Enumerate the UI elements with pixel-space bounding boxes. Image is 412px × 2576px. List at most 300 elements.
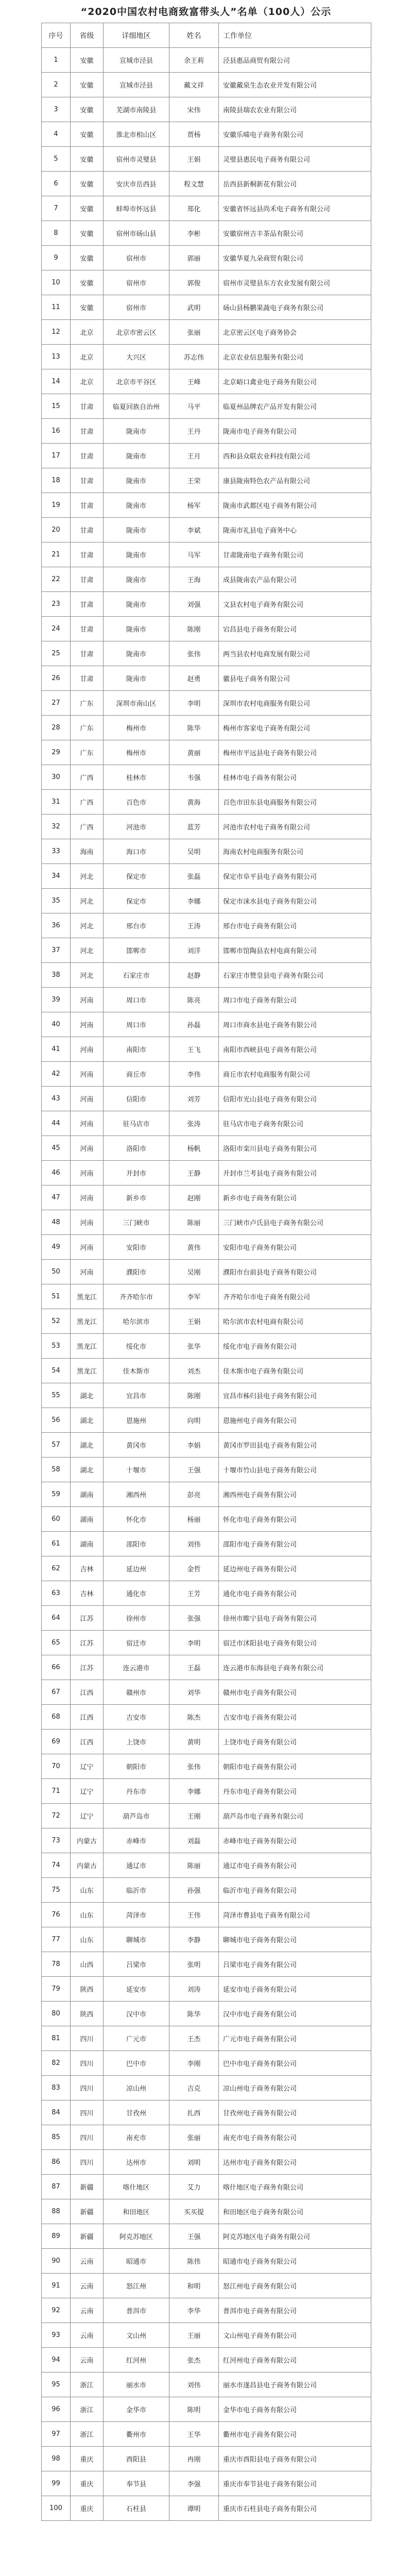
cell-province: 安徽 [71,196,104,221]
cell-unit: 保定市阜平县电子商务有限公司 [219,864,371,889]
cell-seq: 39 [42,988,71,1012]
table-row [42,1828,371,1853]
table-row [42,1606,371,1631]
cell-province: 甘肃 [71,419,104,444]
cell-province: 安徽 [71,147,104,172]
cell-unit: 南阳市西峡县电子商务有限公司 [219,1037,371,1062]
cell-name: 赵刚 [169,1185,219,1210]
cell-name: 扎西 [169,2100,219,2125]
cell-seq: 67 [42,1680,71,1705]
cell-region: 安庆市岳西县 [104,172,169,196]
cell-name: 孙强 [169,1878,219,1903]
cell-unit: 甘肃陇南电子商务有限公司 [219,543,371,567]
cell-unit: 泾县惠品商贸有限公司 [219,48,371,73]
cell-unit: 砀山县杨鹏果蔬电子商务有限公司 [219,295,371,320]
table-row [42,988,371,1012]
cell-region: 宿州市砀山县 [104,221,169,246]
cell-province: 云南 [71,2249,104,2274]
cell-name: 刘伟 [169,2372,219,2397]
cell-name: 陈杰 [169,1705,219,1730]
cell-region: 陇南市 [104,444,169,468]
cell-name: 李强 [169,2471,219,2496]
cell-province: 云南 [71,2298,104,2323]
cell-name: 李明 [169,1631,219,1655]
cell-name: 杨军 [169,493,219,518]
cell-name: 王娟 [169,1309,219,1334]
table-row [42,889,371,913]
table-row [42,815,371,839]
cell-province: 甘肃 [71,567,104,592]
cell-unit: 哈尔滨市农村电商有限公司 [219,1309,371,1334]
cell-seq: 7 [42,196,71,221]
cell-name: 贾杨 [169,122,219,147]
table-row [42,740,371,765]
cell-seq: 69 [42,1730,71,1754]
cell-name: 孙磊 [169,1012,219,1037]
table-row [42,1433,371,1458]
cell-seq: 17 [42,444,71,468]
cell-name: 王刚 [169,1804,219,1828]
cell-name: 余王莉 [169,48,219,73]
cell-region: 邯郸市 [104,938,169,963]
cell-seq: 94 [42,2348,71,2372]
cell-name: 苏志伟 [169,345,219,369]
table-row [42,518,371,543]
cell-unit: 宿迁市沭阳县电子商务有限公司 [219,1631,371,1655]
table-row [42,1730,371,1754]
cell-province: 河北 [71,864,104,889]
table-row [42,270,371,295]
table-row [42,938,371,963]
cell-unit: 安徽宿州吉丰茶品有限公司 [219,221,371,246]
cell-region: 大兴区 [104,345,169,369]
cell-province: 新疆 [71,2199,104,2224]
cell-region: 达州市 [104,2150,169,2175]
cell-unit: 百色市田东县电商服务有限公司 [219,790,371,815]
cell-province: 河南 [71,1062,104,1087]
cell-province: 云南 [71,2274,104,2298]
table-row [42,73,371,97]
cell-name: 韦强 [169,765,219,790]
cell-name: 郭丽 [169,246,219,270]
cell-seq: 10 [42,270,71,295]
cell-region: 菏泽市 [104,1903,169,1927]
cell-region: 聊城市 [104,1927,169,1952]
cell-unit: 通化市电子商务有限公司 [219,1581,371,1606]
cell-region: 文山州 [104,2323,169,2348]
table-row [42,2471,371,2496]
cell-region: 湘西州 [104,1482,169,1507]
table-row [42,1779,371,1804]
cell-seq: 36 [42,913,71,938]
cell-unit: 陇南市武都区电子商务有限公司 [219,493,371,518]
cell-province: 河南 [71,1087,104,1111]
cell-region: 绥化市 [104,1334,169,1359]
cell-province: 山西 [71,1952,104,1977]
cell-region: 陇南市 [104,518,169,543]
table-row [42,2249,371,2274]
cell-unit: 金华市电子商务有限公司 [219,2397,371,2422]
cell-unit: 梅州市平远县电子商务有限公司 [219,740,371,765]
table-row [42,369,371,394]
table-row [42,666,371,691]
cell-name: 张强 [169,1606,219,1631]
cell-province: 黑龙江 [71,1284,104,1309]
cell-province: 河北 [71,963,104,988]
cell-province: 安徽 [71,48,104,73]
cell-name: 陈亮 [169,988,219,1012]
cell-unit: 赣州市电子商务有限公司 [219,1680,371,1705]
cell-region: 丽水市 [104,2372,169,2397]
table-row [42,2397,371,2422]
table-row [42,2496,371,2521]
cell-seq: 55 [42,1383,71,1408]
cell-unit: 喀什地区电子商务有限公司 [219,2175,371,2199]
cell-unit: 吉安市电子商务有限公司 [219,1705,371,1730]
cell-region: 宣城市泾县 [104,48,169,73]
cell-unit: 宜昌市秭归县电子商务有限公司 [219,1383,371,1408]
cell-unit: 聊城市电子商务有限公司 [219,1927,371,1952]
cell-name: 陈明 [169,2397,219,2422]
cell-region: 普洱市 [104,2298,169,2323]
cell-seq: 80 [42,2002,71,2026]
cell-region: 陇南市 [104,617,169,641]
cell-unit: 重庆市石柱县电子商务有限公司 [219,2496,371,2521]
cell-region: 陇南市 [104,419,169,444]
cell-region: 巴中市 [104,2051,169,2076]
cell-province: 吉林 [71,1581,104,1606]
cell-region: 信阳市 [104,1087,169,1111]
cell-seq: 79 [42,1977,71,2002]
table-row [42,1853,371,1878]
cell-seq: 8 [42,221,71,246]
cell-province: 重庆 [71,2447,104,2471]
cell-unit: 陇南市电子商务有限公司 [219,419,371,444]
cell-seq: 95 [42,2372,71,2397]
cell-region: 陇南市 [104,592,169,617]
cell-unit: 北京峪口禽业电子商务有限公司 [219,369,371,394]
table-row [42,122,371,147]
cell-name: 马军 [169,543,219,567]
cell-seq: 4 [42,122,71,147]
cell-region: 吕梁市 [104,1952,169,1977]
table-row [42,716,371,740]
cell-name: 陈丽 [169,1853,219,1878]
cell-unit: 文山州电子商务有限公司 [219,2323,371,2348]
table-row [42,1383,371,1408]
cell-seq: 93 [42,2323,71,2348]
cell-seq: 96 [42,2397,71,2422]
table-row [42,641,371,666]
table-row [42,468,371,493]
cell-province: 新疆 [71,2175,104,2199]
cell-seq: 78 [42,1952,71,1977]
cell-name: 李静 [169,1927,219,1952]
cell-unit: 康县陇南特色农产品有限公司 [219,468,371,493]
cell-region: 赤峰市 [104,1828,169,1853]
cell-name: 王涛 [169,913,219,938]
cell-unit: 成县陇南农产品有限公司 [219,567,371,592]
cell-name: 王荣 [169,468,219,493]
cell-seq: 23 [42,592,71,617]
table-row [42,345,371,369]
cell-unit: 开封市兰考县电子商务有限公司 [219,1161,371,1185]
cell-name: 李军 [169,1284,219,1309]
cell-seq: 40 [42,1012,71,1037]
cell-province: 甘肃 [71,641,104,666]
table-row [42,2026,371,2051]
cell-unit: 安阳市电子商务有限公司 [219,1235,371,1260]
cell-name: 刘涛 [169,1977,219,2002]
cell-region: 赣州市 [104,1680,169,1705]
cell-seq: 57 [42,1433,71,1458]
cell-province: 河南 [71,1185,104,1210]
cell-name: 黄伟 [169,1235,219,1260]
cell-province: 河南 [71,1136,104,1161]
cell-seq: 33 [42,839,71,864]
cell-province: 湖南 [71,1507,104,1532]
candidate-table [41,23,371,2521]
cell-seq: 2 [42,73,71,97]
cell-unit: 临沂市电子商务有限公司 [219,1878,371,1903]
cell-region: 濮阳市 [104,1260,169,1284]
table-row [42,2372,371,2397]
cell-region: 通化市 [104,1581,169,1606]
cell-unit: 甘孜州电子商务有限公司 [219,2100,371,2125]
table-row [42,1754,371,1779]
table-row [42,1631,371,1655]
cell-unit: 保定市涞水县电子商务有限公司 [219,889,371,913]
cell-name: 王强 [169,2224,219,2249]
cell-unit: 红河州电子商务有限公司 [219,2348,371,2372]
cell-seq: 63 [42,1581,71,1606]
cell-region: 周口市 [104,988,169,1012]
cell-seq: 90 [42,2249,71,2274]
cell-name: 王强 [169,1458,219,1482]
cell-region: 梅州市 [104,740,169,765]
cell-province: 广西 [71,790,104,815]
cell-seq: 59 [42,1482,71,1507]
cell-region: 昭通市 [104,2249,169,2274]
cell-region: 徐州市 [104,1606,169,1631]
cell-region: 红河州 [104,2348,169,2372]
cell-seq: 52 [42,1309,71,1334]
cell-name: 王飞 [169,1037,219,1062]
cell-seq: 3 [42,97,71,122]
cell-region: 宿州市灵璧县 [104,147,169,172]
cell-province: 江苏 [71,1655,104,1680]
cell-name: 刘芳 [169,1087,219,1111]
cell-province: 北京 [71,369,104,394]
cell-seq: 56 [42,1408,71,1433]
cell-province: 四川 [71,2150,104,2175]
document-title: “2020中国农村电商致富带头人”名单（100人）公示 [80,6,332,18]
cell-region: 洛阳市 [104,1136,169,1161]
cell-seq: 85 [42,2125,71,2150]
cell-unit: 达州市电子商务有限公司 [219,2150,371,2175]
cell-seq: 47 [42,1185,71,1210]
cell-name: 王杰 [169,2026,219,2051]
cell-unit: 普洱市电子商务有限公司 [219,2298,371,2323]
cell-province: 江西 [71,1730,104,1754]
cell-seq: 81 [42,2026,71,2051]
cell-province: 黑龙江 [71,1359,104,1383]
header-province: 省级 [71,23,104,48]
cell-unit: 商丘市农村电商服务有限公司 [219,1062,371,1087]
cell-name: 王磊 [169,1655,219,1680]
cell-seq: 72 [42,1804,71,1828]
cell-province: 陕西 [71,2002,104,2026]
cell-unit: 南充市电子商务有限公司 [219,2125,371,2150]
cell-seq: 48 [42,1210,71,1235]
cell-unit: 丹东市电子商务有限公司 [219,1779,371,1804]
cell-name: 陈华 [169,2002,219,2026]
table-row [42,2348,371,2372]
cell-region: 临沂市 [104,1878,169,1903]
cell-province: 浙江 [71,2397,104,2422]
cell-province: 四川 [71,2051,104,2076]
cell-name: 李娟 [169,1433,219,1458]
cell-name: 刘明 [169,2150,219,2175]
cell-province: 浙江 [71,2422,104,2447]
cell-name: 黄丽 [169,740,219,765]
cell-seq: 87 [42,2175,71,2199]
cell-unit: 朝阳市电子商务有限公司 [219,1754,371,1779]
cell-region: 百色市 [104,790,169,815]
cell-region: 保定市 [104,889,169,913]
cell-province: 河南 [71,1111,104,1136]
cell-province: 湖南 [71,1532,104,1556]
cell-region: 十堰市 [104,1458,169,1482]
table-row [42,2002,371,2026]
cell-province: 新疆 [71,2224,104,2249]
cell-region: 宣城市泾县 [104,73,169,97]
cell-unit: 安徽华夏九朵商贸有限公司 [219,246,371,270]
cell-region: 金华市 [104,2397,169,2422]
cell-province: 北京 [71,320,104,345]
cell-seq: 92 [42,2298,71,2323]
cell-province: 重庆 [71,2496,104,2521]
cell-unit: 安徽乐喵电子商务有限公司 [219,122,371,147]
cell-region: 宿州市 [104,246,169,270]
cell-name: 李刚 [169,2051,219,2076]
cell-unit: 北京密云区电子商务协会 [219,320,371,345]
cell-province: 黑龙江 [71,1309,104,1334]
cell-unit: 葫芦岛市电子商务有限公司 [219,1804,371,1828]
cell-seq: 28 [42,716,71,740]
cell-seq: 46 [42,1161,71,1185]
cell-unit: 通辽市电子商务有限公司 [219,1853,371,1878]
cell-name: 吴明 [169,839,219,864]
table-row [42,1235,371,1260]
cell-seq: 13 [42,345,71,369]
cell-province: 湖北 [71,1458,104,1482]
cell-region: 连云港市 [104,1655,169,1680]
table-row [42,2274,371,2298]
cell-unit: 汉中市电子商务有限公司 [219,2002,371,2026]
cell-unit: 西和县众联农业科技有限公司 [219,444,371,468]
cell-region: 开封市 [104,1161,169,1185]
cell-region: 延边州 [104,1556,169,1581]
cell-seq: 82 [42,2051,71,2076]
table-row [42,1284,371,1309]
table-row [42,765,371,790]
cell-region: 临夏回族自治州 [104,394,169,419]
cell-unit: 广元市电子商务有限公司 [219,2026,371,2051]
cell-province: 安徽 [71,295,104,320]
cell-unit: 凉山州电子商务有限公司 [219,2076,371,2100]
table-row [42,1161,371,1185]
cell-unit: 河池市农村电子商务有限公司 [219,815,371,839]
table-row [42,2051,371,2076]
cell-region: 邢台市 [104,913,169,938]
cell-name: 程文慧 [169,172,219,196]
cell-seq: 60 [42,1507,71,1532]
cell-unit: 徽县电子商务有限公司 [219,666,371,691]
cell-seq: 44 [42,1111,71,1136]
cell-province: 山东 [71,1927,104,1952]
cell-province: 辽宁 [71,1804,104,1828]
cell-unit: 岳西县新桐新花有限公司 [219,172,371,196]
table-row [42,2224,371,2249]
cell-seq: 20 [42,518,71,543]
table-row [42,2422,371,2447]
table-row [42,1482,371,1507]
cell-seq: 62 [42,1556,71,1581]
cell-province: 河北 [71,889,104,913]
cell-unit: 延安市电子商务有限公司 [219,1977,371,2002]
table-row [42,790,371,815]
cell-unit: 北京农业信息服务有限公司 [219,345,371,369]
cell-seq: 41 [42,1037,71,1062]
cell-region: 衢州市 [104,2422,169,2447]
cell-name: 艾力 [169,2175,219,2199]
cell-province: 四川 [71,2100,104,2125]
cell-province: 广西 [71,765,104,790]
cell-seq: 97 [42,2422,71,2447]
cell-name: 黄明 [169,1730,219,1754]
cell-province: 海南 [71,839,104,864]
cell-region: 商丘市 [104,1062,169,1087]
cell-region: 陇南市 [104,468,169,493]
cell-seq: 54 [42,1359,71,1383]
table-row [42,2199,371,2224]
table-row [42,1952,371,1977]
cell-name: 王海 [169,567,219,592]
cell-seq: 100 [42,2496,71,2521]
cell-unit: 驻马店市电子商务有限公司 [219,1111,371,1136]
cell-name: 刘华 [169,1680,219,1705]
table-row [42,1878,371,1903]
cell-region: 南充市 [104,2125,169,2150]
cell-name: 陈刚 [169,1383,219,1408]
cell-seq: 18 [42,468,71,493]
cell-name: 刘强 [169,592,219,617]
cell-unit: 巴中市电子商务有限公司 [219,2051,371,2076]
header-unit: 工作单位 [219,23,371,48]
cell-province: 重庆 [71,2471,104,2496]
cell-region: 陇南市 [104,641,169,666]
cell-province: 甘肃 [71,394,104,419]
cell-region: 芜湖市南陵县 [104,97,169,122]
table-row [42,1458,371,1482]
table-row [42,320,371,345]
cell-province: 黑龙江 [71,1334,104,1359]
cell-unit: 洛阳市栾川县电子商务有限公司 [219,1136,371,1161]
cell-region: 石柱县 [104,2496,169,2521]
cell-seq: 9 [42,246,71,270]
cell-seq: 27 [42,691,71,716]
